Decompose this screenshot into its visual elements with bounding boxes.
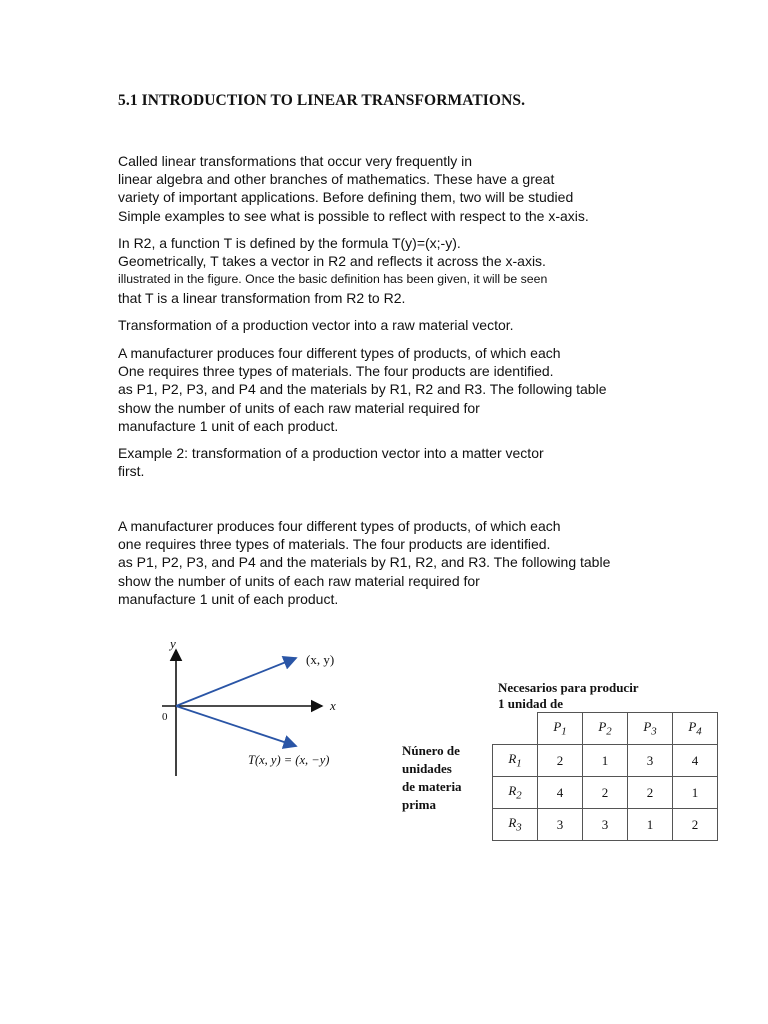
table-cell: 3 <box>628 745 673 777</box>
text-line: one requires three types of materials. The four products are identified. <box>118 536 551 553</box>
text-line: A manufacturer produces four different types of products, of which each <box>118 345 561 361</box>
vector-label: (x, y) <box>306 652 335 667</box>
table-caption-line: Necesarios para producir <box>498 680 639 695</box>
text-line: linear algebra and other branches of mathematics. These have a great <box>118 171 555 188</box>
column-header-p1: $P_1$ <box>538 713 583 745</box>
row-header-r3: $R_3$ <box>493 809 538 841</box>
row-caption-line: Núnero de <box>402 743 460 758</box>
table-cell: 2 <box>673 809 718 841</box>
row-header-r1: $R_1$ <box>493 745 538 777</box>
text-line: Transformation of a production vector into a raw material vector. <box>118 317 514 333</box>
text-line: that T is a linear transformation from R2 to R2. <box>118 289 406 306</box>
text-line: first. <box>118 463 145 480</box>
table-cell: 1 <box>673 777 718 809</box>
row-caption-line: unidades <box>402 761 452 776</box>
text-line: show the number of units of each raw material required for <box>118 572 480 589</box>
table-cell: 3 <box>583 809 628 841</box>
table-cell: 1 <box>583 745 628 777</box>
materials-table <box>492 712 718 841</box>
reflection-graph <box>146 636 386 776</box>
table-header-row <box>493 713 718 745</box>
text-line: illustrated in the figure. Once the basic definition has been given, it will be seen <box>118 272 548 287</box>
x-axis-label: x <box>330 698 336 713</box>
table-cell: 4 <box>538 777 583 809</box>
table-cell: 1 <box>628 809 673 841</box>
manufacturer-paragraph <box>118 344 606 435</box>
table-row <box>493 777 718 809</box>
table-cell: 2 <box>628 777 673 809</box>
reflection-graph-svg <box>146 636 386 776</box>
text-line: Simple examples to see what is possible to reflect with respect to the x-axis. <box>118 207 589 224</box>
image-label: T(x, y) = (x, −y) <box>248 753 330 767</box>
text-line: Called linear transformations that occur very frequently in <box>118 153 473 169</box>
reflection-paragraph <box>118 234 547 307</box>
table-cell: 4 <box>673 745 718 777</box>
text-line: manufacture 1 unit of each product. <box>118 590 339 607</box>
row-caption-line: de materia <box>402 779 462 794</box>
row-caption <box>402 742 462 814</box>
vector-arrow <box>176 658 296 706</box>
text-line: as P1, P2, P3, and P4 and the materials by R1, R2, and R3. The following table <box>118 554 611 571</box>
row-caption-line: prima <box>402 797 436 812</box>
intro-paragraph <box>118 152 589 225</box>
origin-label: 0 <box>162 711 168 723</box>
text-line: In R2, a function T is defined by the formula T(y)=(x;-y). <box>118 235 461 251</box>
table-cell: 2 <box>583 777 628 809</box>
table-caption <box>498 680 639 712</box>
reflected-vector-arrow <box>176 706 296 746</box>
row-header-r2: $R_2$ <box>493 777 538 809</box>
text-line: Example 2: transformation of a production vector into a matter vector <box>118 445 544 461</box>
table-row <box>493 745 718 777</box>
example-paragraph <box>118 444 544 480</box>
text-line: variety of important applications. Before defining them, two will be studied <box>118 189 574 206</box>
table-caption-line: 1 unidad de <box>498 696 564 711</box>
text-line: as P1, P2, P3, and P4 and the materials by R1, R2 and R3. The following table <box>118 381 607 398</box>
column-header-p2: $P_2$ <box>583 713 628 745</box>
text-line: show the number of units of each raw material required for <box>118 399 480 416</box>
y-axis-label: y <box>170 636 176 651</box>
table-corner <box>493 713 538 745</box>
table-cell: 2 <box>538 745 583 777</box>
text-line: A manufacturer produces four different types of products, of which each <box>118 518 561 534</box>
manufacturer-paragraph-repeat <box>118 517 610 608</box>
transformation-paragraph <box>118 316 514 334</box>
text-line: One requires three types of materials. The four products are identified. <box>118 363 554 380</box>
text-line: manufacture 1 unit of each product. <box>118 417 339 434</box>
table-cell: 3 <box>538 809 583 841</box>
column-header-p4: $P_4$ <box>673 713 718 745</box>
text-line: Geometrically, T takes a vector in R2 and reflects it across the x-axis. <box>118 253 546 270</box>
column-header-p3: $P_3$ <box>628 713 673 745</box>
section-heading: 5.1 INTRODUCTION TO LINEAR TRANSFORMATIONS. <box>118 92 526 109</box>
table-row <box>493 809 718 841</box>
